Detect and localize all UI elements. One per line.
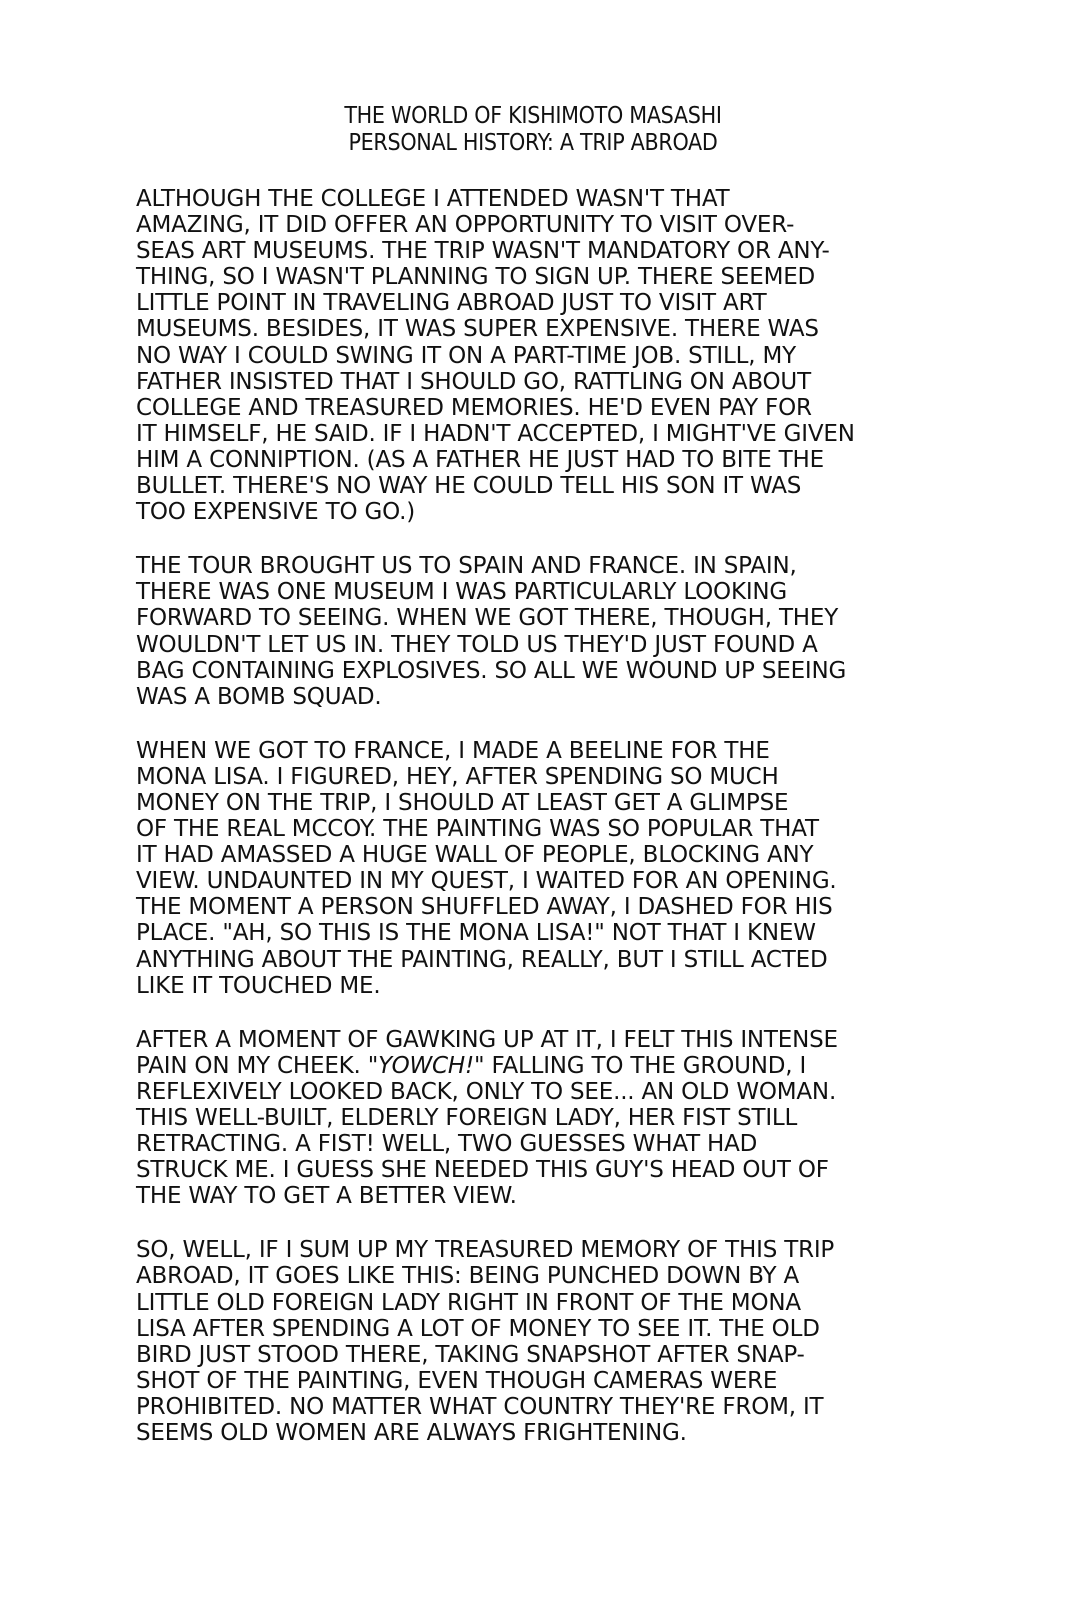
text-line: BAG CONTAINING EXPLOSIVES. SO ALL WE WOUND UP SEEING bbox=[136, 657, 847, 684]
text-line: WAS A BOMB SQUAD. bbox=[136, 683, 382, 710]
essay-body bbox=[136, 186, 956, 1474]
text-line: LIKE IT TOUCHED ME. bbox=[136, 972, 381, 999]
text-line: BIRD JUST STOOD THERE, TAKING SNAPSHOT AFTER SNAP- bbox=[136, 1341, 805, 1368]
text-line: WHEN WE GOT TO FRANCE, I MADE A BEELINE FOR THE bbox=[136, 737, 770, 764]
exclamation-yowch: YOWCH! bbox=[378, 1052, 475, 1079]
text-line: AMAZING, IT DID OFFER AN OPPORTUNITY TO VISIT OVER- bbox=[136, 212, 795, 239]
text-line: PROHIBITED. NO MATTER WHAT COUNTRY THEY'RE FROM, IT bbox=[136, 1393, 824, 1420]
text-line: BULLET. THERE'S NO WAY HE COULD TELL HIS SON IT WAS bbox=[136, 473, 802, 500]
paragraph-3 bbox=[136, 738, 956, 999]
text-line: SEAS ART MUSEUMS. THE TRIP WASN'T MANDATORY OR ANY- bbox=[136, 238, 830, 265]
text-line: OF THE REAL MCCOY. THE PAINTING WAS SO POPULAR THAT bbox=[136, 816, 819, 843]
text-line: LITTLE OLD FOREIGN LADY RIGHT IN FRONT OF THE MONA bbox=[136, 1289, 801, 1316]
text-fragment: " FALLING TO THE GROUND, I bbox=[474, 1052, 807, 1079]
text-line: SEEMS OLD WOMEN ARE ALWAYS FRIGHTENING. bbox=[136, 1420, 687, 1447]
text-line: COLLEGE AND TREASURED MEMORIES. HE'D EVEN PAY FOR bbox=[136, 394, 812, 421]
paragraph-5 bbox=[136, 1237, 956, 1446]
text-line: HIM A CONNIPTION. (AS A FATHER HE JUST HAD TO BITE THE bbox=[136, 446, 824, 473]
text-line-with-exclamation bbox=[136, 1053, 956, 1079]
text-line: THIS WELL-BUILT, ELDERLY FOREIGN LADY, HER FIST STILL bbox=[136, 1105, 798, 1131]
text-line: ALTHOUGH THE COLLEGE I ATTENDED WASN'T THAT bbox=[136, 186, 730, 212]
text-line: ANYTHING ABOUT THE PAINTING, REALLY, BUT I STILL ACTED bbox=[136, 946, 828, 973]
paragraph-4 bbox=[136, 1027, 956, 1210]
title-line-2: PERSONAL HISTORY: A TRIP ABROAD bbox=[348, 130, 718, 156]
text-line: LITTLE POINT IN TRAVELING ABROAD JUST TO VISIT ART bbox=[136, 290, 767, 317]
paragraph-2 bbox=[136, 553, 956, 710]
text-line: RETRACTING. A FIST! WELL, TWO GUESSES WHAT HAD bbox=[136, 1131, 758, 1158]
text-line: IT HAD AMASSED A HUGE WALL OF PEOPLE, BLOCKING ANY bbox=[136, 842, 814, 869]
text-line: NO WAY I COULD SWING IT ON A PART-TIME JOB. STILL, MY bbox=[136, 342, 796, 369]
text-line: SHOT OF THE PAINTING, EVEN THOUGH CAMERAS WERE bbox=[136, 1367, 778, 1394]
text-line: AFTER A MOMENT OF GAWKING UP AT IT, I FELT THIS INTENSE bbox=[136, 1026, 838, 1053]
text-line: THING, SO I WASN'T PLANNING TO SIGN UP. THERE SEEMED bbox=[136, 264, 816, 291]
text-fragment: PAIN ON MY CHEEK. " bbox=[136, 1052, 379, 1079]
text-line: ABROAD, IT GOES LIKE THIS: BEING PUNCHED DOWN BY A bbox=[136, 1263, 800, 1290]
title-line-1: THE WORLD OF KISHIMOTO MASASHI bbox=[344, 103, 722, 129]
text-line: VIEW. UNDAUNTED IN MY QUEST, I WAITED FOR AN OPENING. bbox=[136, 868, 837, 895]
text-line: REFLEXIVELY LOOKED BACK, ONLY TO SEE... AN OLD WOMAN. bbox=[136, 1078, 837, 1105]
text-line: FATHER INSISTED THAT I SHOULD GO, RATTLING ON ABOUT bbox=[136, 368, 811, 395]
text-line: WOULDN'T LET US IN. THEY TOLD US THEY'D JUST FOUND A bbox=[136, 631, 818, 658]
text-line: THE MOMENT A PERSON SHUFFLED AWAY, I DASHED FOR HIS bbox=[136, 894, 833, 921]
text-line: TOO EXPENSIVE TO GO.) bbox=[136, 499, 415, 526]
text-line: STRUCK ME. I GUESS SHE NEEDED THIS GUY'S HEAD OUT OF bbox=[136, 1157, 829, 1184]
page-title bbox=[0, 103, 1066, 157]
text-line: MONEY ON THE TRIP, I SHOULD AT LEAST GET A GLIMPSE bbox=[136, 789, 789, 816]
text-line: THERE WAS ONE MUSEUM I WAS PARTICULARLY LOOKING bbox=[136, 579, 788, 606]
text-line: SO, WELL, IF I SUM UP MY TREASURED MEMORY OF THIS TRIP bbox=[136, 1237, 835, 1264]
text-line: MONA LISA. I FIGURED, HEY, AFTER SPENDING SO MUCH bbox=[136, 763, 779, 790]
text-line: LISA AFTER SPENDING A LOT OF MONEY TO SEE IT. THE OLD bbox=[136, 1315, 820, 1342]
text-line: MUSEUMS. BESIDES, IT WAS SUPER EXPENSIVE. THERE WAS bbox=[136, 316, 819, 343]
text-line: PLACE. "AH, SO THIS IS THE MONA LISA!" NOT THAT I KNEW bbox=[136, 920, 816, 947]
text-line: THE TOUR BROUGHT US TO SPAIN AND FRANCE. IN SPAIN, bbox=[136, 553, 797, 580]
paragraph-1 bbox=[136, 186, 956, 525]
text-line: FORWARD TO SEEING. WHEN WE GOT THERE, THOUGH, THEY bbox=[136, 605, 839, 632]
text-line: THE WAY TO GET A BETTER VIEW. bbox=[136, 1183, 517, 1210]
text-line: IT HIMSELF, HE SAID. IF I HADN'T ACCEPTED, I MIGHT'VE GIVEN bbox=[136, 420, 855, 447]
